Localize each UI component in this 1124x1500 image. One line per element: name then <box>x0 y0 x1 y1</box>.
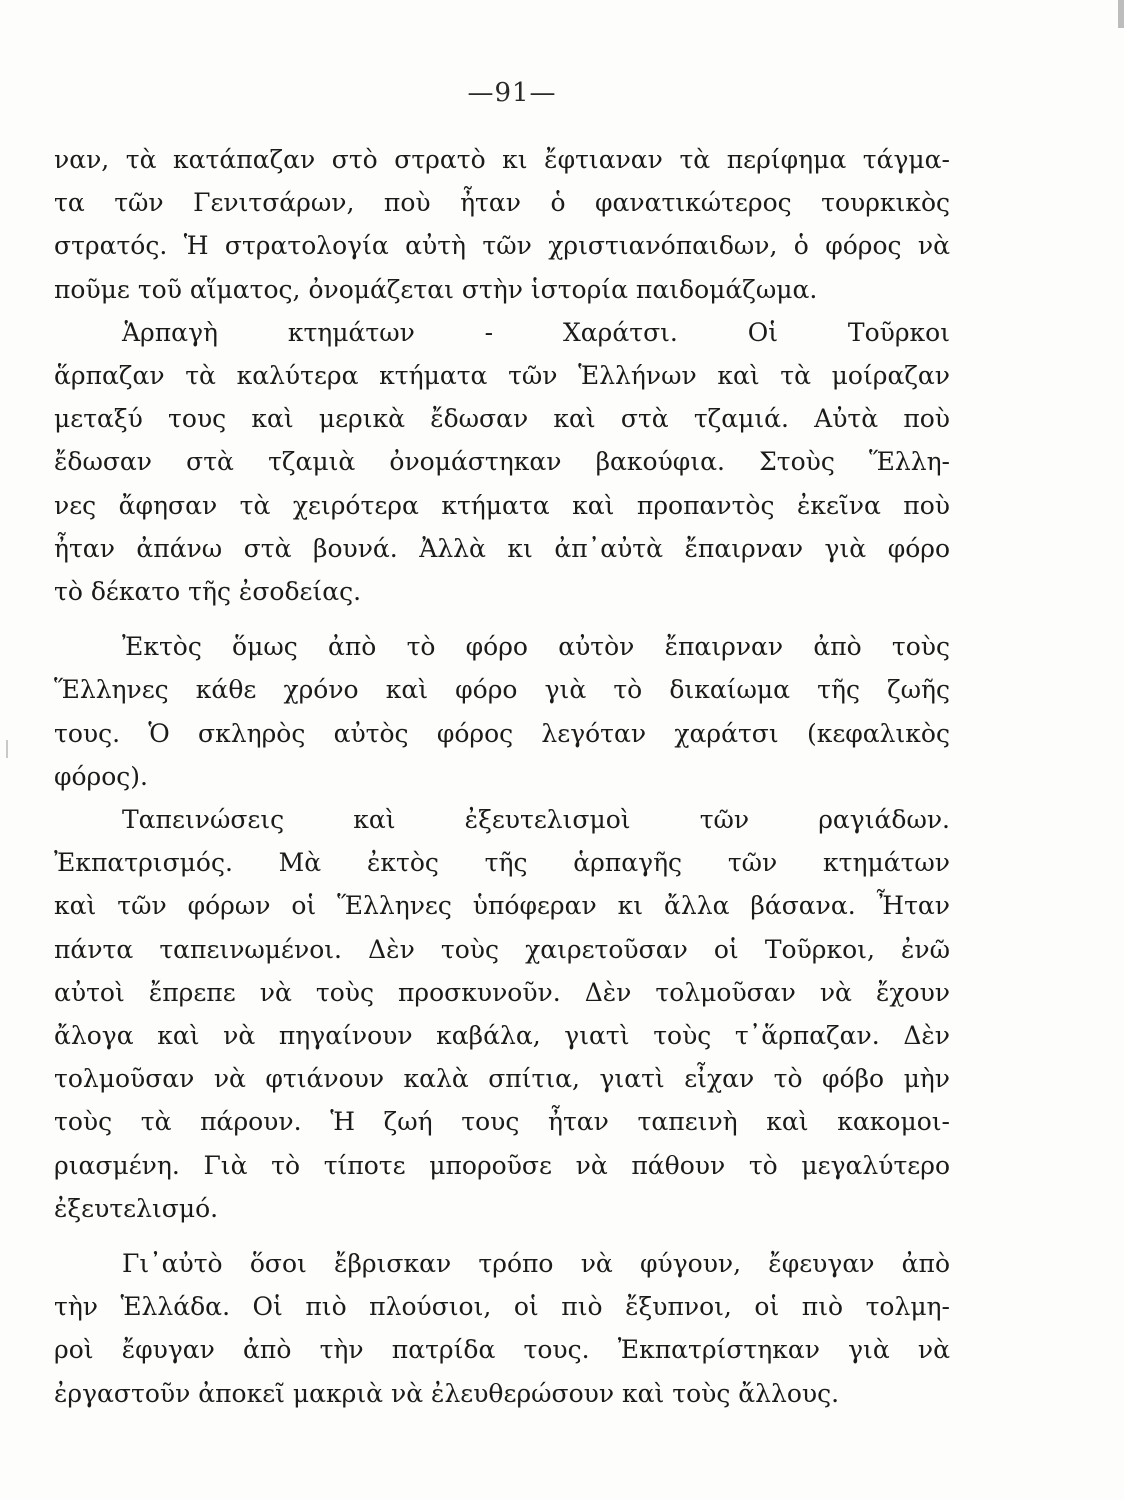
section-heading-line: Ἁρπαγὴ κτημάτων - Χαράτσι. Οἱ Τοῦρκοι <box>122 317 950 347</box>
text-line: ἦταν ἀπάνω στὰ βουνά. Ἀλλὰ κι ἀπ᾽αὐτὰ ἔπαιρναν γιὰ φόρο <box>54 533 950 563</box>
paragraph-1 <box>54 138 950 311</box>
text-line: τὴν Ἑλλάδα. Οἱ πιὸ πλούσιοι, οἱ πιὸ ἔξυπνοι, οἱ πιὸ τολμη- <box>54 1292 950 1322</box>
text-line: Ἐκτὸς ὅμως ἀπὸ τὸ φόρο αὐτὸν ἔπαιρναν ἀπὸ τοὺς <box>122 632 950 662</box>
text-line: ἔδωσαν στὰ τζαμιὰ ὀνομάστηκαν βακούφια. Στοὺς Ἕλλη- <box>54 447 950 477</box>
text-line: ἄλογα καὶ νὰ πηγαίνουν καβάλα, γιατὶ τοὺς τ᾽ἅρπαζαν. Δὲν <box>54 1021 950 1051</box>
paragraph-5 <box>54 1242 950 1415</box>
text-line: φόρος). <box>54 761 149 791</box>
text-line: ριασμένη. Γιὰ τὸ τίποτε μποροῦσε νὰ πάθουν τὸ μεγαλύτερο <box>54 1150 950 1180</box>
text-line: τοὺς τὰ πάρουν. Ἡ ζωή τους ἦταν ταπεινὴ καὶ κακομοι- <box>54 1107 950 1137</box>
text-line: ἅρπαζαν τὰ καλύτερα κτήματα τῶν Ἑλλήνων καὶ τὰ μοίραζαν <box>54 361 950 391</box>
body-text <box>54 138 950 1415</box>
page-number: —91— <box>467 78 557 108</box>
text-line: τὸ δέκατο τῆς ἐσοδείας. <box>54 577 362 607</box>
text-line: ἐργαστοῦν ἀποκεῖ μακριὰ νὰ ἐλευθερώσουν καὶ τοὺς ἄλλους. <box>54 1378 840 1408</box>
paragraph-4 <box>54 798 950 1230</box>
text-line: καὶ τῶν φόρων οἱ Ἕλληνες ὑπόφεραν κι ἄλλα βάσανα. Ἦταν <box>54 891 950 921</box>
scan-edge-mark <box>1118 0 1124 28</box>
section-heading-line: Ταπεινώσεις καὶ ἐξευτελισμοὶ τῶν ραγιάδων. <box>122 805 950 835</box>
text-line: νες ἄφησαν τὰ χειρότερα κτήματα καὶ προπαντὸς ἐκεῖνα ποὺ <box>54 490 950 520</box>
text-line: ναν, τὰ κατάπαζαν στὸ στρατὸ κι ἔφτιαναν τὰ περίφημα τάγμα- <box>54 145 950 174</box>
text-line: Ἐκπατρισμός. Μὰ ἐκτὸς τῆς ἁρπαγῆς τῶν κτημάτων <box>54 848 950 878</box>
text-line: τολμοῦσαν νὰ φτιάνουν καλὰ σπίτια, γιατὶ εἶχαν τὸ φόβο μὴν <box>54 1064 950 1094</box>
text-line: τους. Ὁ σκληρὸς αὐτὸς φόρος λεγόταν χαράτσι (κεφαλικὸς <box>54 718 950 748</box>
text-line: ποῦμε τοῦ αἵματος, ὀνομάζεται στὴν ἱστορία παιδομάζωμα. <box>54 274 818 304</box>
text-line: ἐξευτελισμό. <box>54 1193 219 1223</box>
text-line: πάντα ταπεινωμένοι. Δὲν τοὺς χαιρετοῦσαν οἱ Τοῦρκοι, ἐνῶ <box>54 934 950 964</box>
text-line: μεταξύ τους καὶ μερικὰ ἔδωσαν καὶ στὰ τζαμιά. Αὐτὰ ποὺ <box>54 404 950 434</box>
paragraph-gap <box>54 613 950 625</box>
text-line: τα τῶν Γενιτσάρων, ποὺ ἦταν ὁ φανατικώτερος τουρκικὸς <box>54 188 950 218</box>
paragraph-gap <box>54 1230 950 1242</box>
text-line: Ἕλληνες κάθε χρόνο καὶ φόρο γιὰ τὸ δικαίωμα τῆς ζωῆς <box>54 675 950 705</box>
text-line: Γι᾽αὐτὸ ὅσοι ἔβρισκαν τρόπο νὰ φύγουν, ἔφευγαν ἀπὸ <box>122 1249 950 1279</box>
paragraph-2 <box>54 311 950 613</box>
margin-mark <box>6 740 8 758</box>
text-line: ροὶ ἔφυγαν ἀπὸ τὴν πατρίδα τους. Ἐκπατρίστηκαν γιὰ νὰ <box>54 1335 950 1365</box>
text-line: στρατός. Ἡ στρατολογία αὐτὴ τῶν χριστιανόπαιδων, ὁ φόρος νὰ <box>54 231 950 261</box>
paragraph-3 <box>54 625 950 798</box>
text-line: αὐτοὶ ἔπρεπε νὰ τοὺς προσκυνοῦν. Δὲν τολμοῦσαν νὰ ἔχουν <box>54 977 950 1007</box>
